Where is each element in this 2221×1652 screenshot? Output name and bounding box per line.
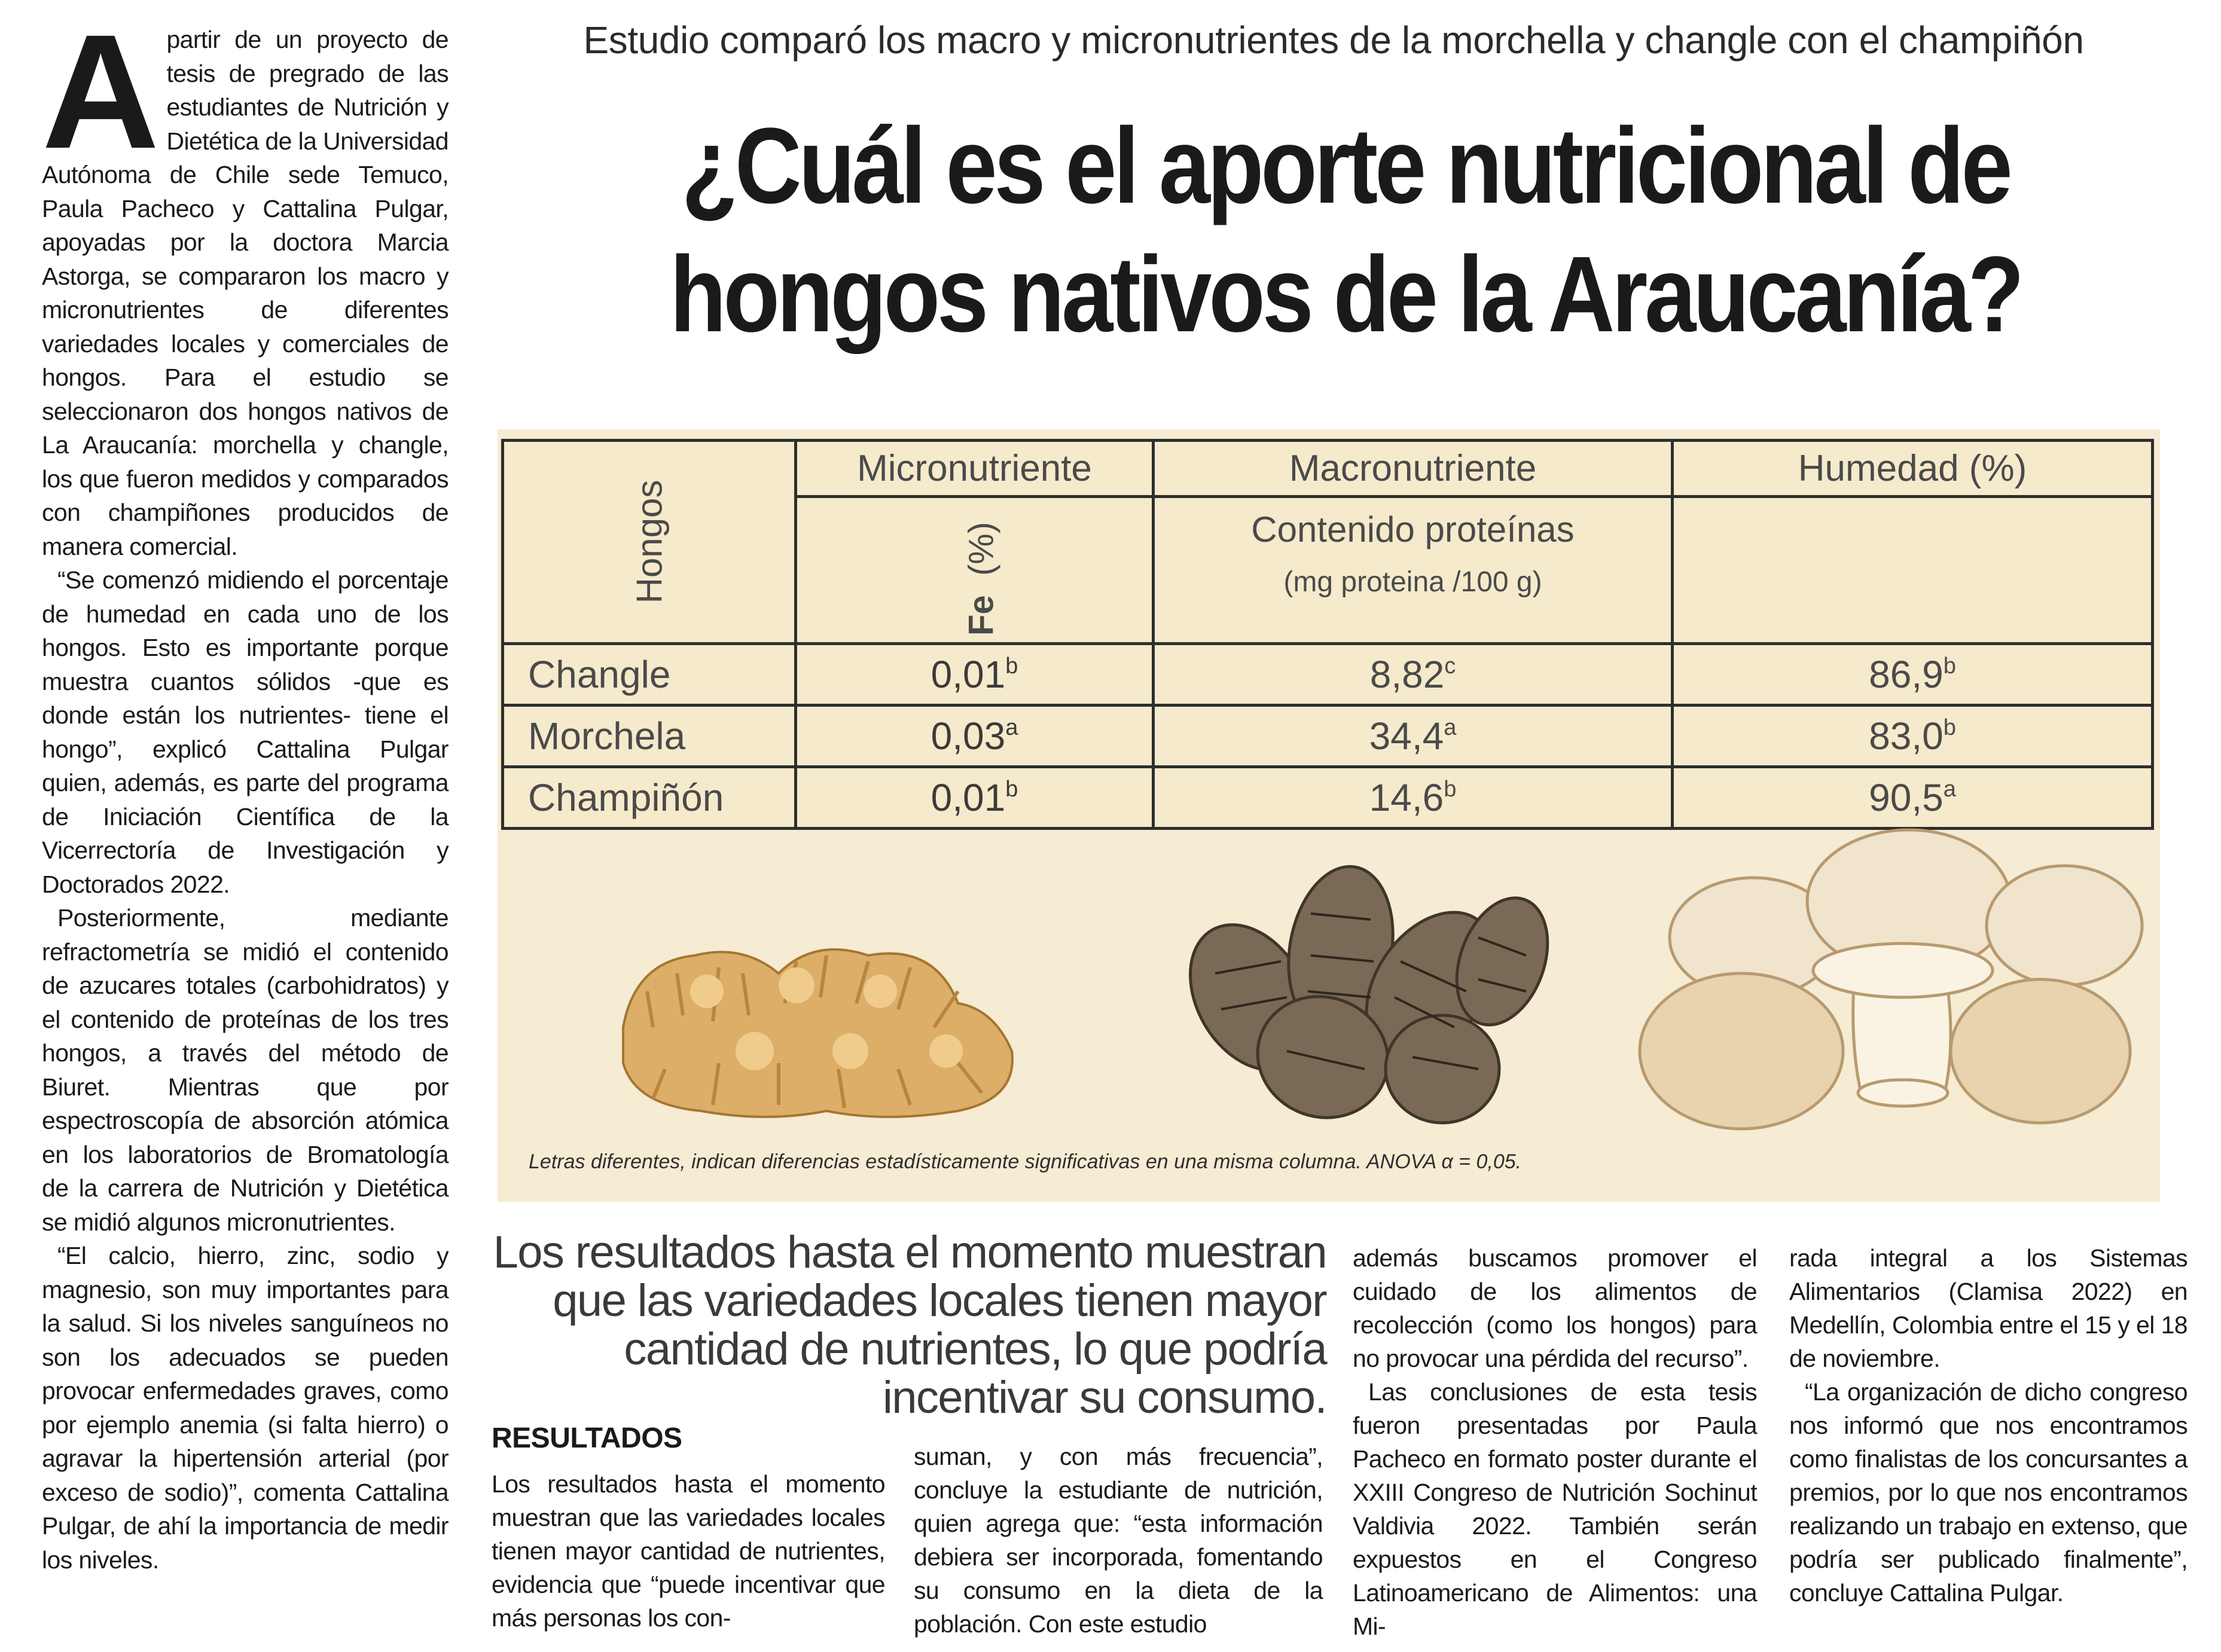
col4-paragraph-2: Las conclusiones de esta tesis fueron presentadas por Paula Pacheco en formato poster durante el XXIII Congreso de Nutrición Sochinut Valdivia 2022. También serán expuestos en el Congreso Latinoamericano de Alimentos: una Mi- (1353, 1378, 1757, 1640)
row-protein-value: 14,6 (1369, 775, 1444, 819)
row-protein-value: 8,82 (1369, 652, 1445, 696)
row-humidity-value: 83,0 (1869, 714, 1944, 758)
row-humidity (1673, 705, 2153, 767)
row-protein-value: 34,4 (1369, 714, 1444, 758)
left-paragraph-4: “El calcio, hierro, zinc, sodio y magnesio, son muy importantes para la salud. Si los niveles sanguíneos no son los adecuados se pueden provocar enfermedades graves, como por ejemplo anemia (si falta hierro) o agravar la hipertensión arterial (por exceso de sodio)”, comenta Cattalina Pulgar, de ahí la importancia de medir los niveles. (42, 1242, 449, 1574)
headline-line-1: ¿Cuál es el aporte nutricional de (681, 106, 2010, 226)
nutrition-table (501, 439, 2154, 830)
left-paragraph-3: Posteriormente, mediante refractometría se midió el contenido de azucares totales (carbohidratos) y el contenido de proteínas de los tres hongos, a través del método de Biuret. Mientras que por espectroscopía de absorción atómica en los laboratorios de Bromatología de la carrera de Nutrición y Dietética se midió algunos micronutrientes. (42, 904, 449, 1236)
changle-image (599, 872, 1042, 1135)
row-name: Changle (503, 643, 796, 705)
article-column-2 (492, 1467, 885, 1635)
col5-paragraph-2: “La organización de dicho congreso nos informó que nos encontramos como finalistas de los concursantes a premios, por lo que nos encontramos realizando un trabajo en extenso, que podría ser publicado finalmente”, concluye Cattalina Pulgar. (1789, 1378, 2188, 1607)
left-paragraph-2: “Se comenzó midiendo el porcentaje de humedad en cada uno de los hongos. Esto es importante porque muestra cuantos sólidos -que es donde están los nutrientes- tiene el hongo”, explicó Cattalina Pulgar quien, además, es parte del programa de Iniciación Científica de la Vicerrectoría de Investigación y Doctorados 2022. (42, 566, 449, 898)
fe-symbol: Fe (962, 595, 1001, 636)
row-fe-value: 0,01 (930, 652, 1006, 696)
row-protein (1154, 643, 1673, 705)
headline (651, 102, 2040, 359)
row-fe-value: 0,03 (930, 714, 1006, 758)
left-paragraph-1: partir de un proyecto de tesis de pregrado de las estudiantes de Nutrición y Dietética de la Universidad Autónoma de Chile sede Temuco, Paula Pacheco y Cattalina Pulgar, apoyadas por la doctora Marcia Astorga, se compararon los macro y micronutrientes de diferentes variedades locales y comerciales de hongos. Para el estudio se seleccionaron dos hongos nativos de La Araucanía: morchella y changle, los que fueron medidos y comparados con champiñones producidos de manera comercial. (42, 26, 449, 560)
drop-cap: A (42, 1, 156, 182)
col3-paragraph: suman, y con más frecuencia”, concluye la estudiante de nutrición, quien agrega que: “esta información debiera ser incorporada, fomentando su consumo en la dieta de la población. Con este estudio (914, 1443, 1323, 1638)
header-micronutriente: Micronutriente (796, 441, 1154, 497)
table-row (503, 705, 2153, 767)
row-humidity-sup: b (1943, 653, 1956, 679)
row-fe (796, 643, 1154, 705)
col2-paragraph: Los resultados hasta el momento muestran que las variedades locales tienen mayor cantidad de nutrientes, evidencia que “puede incentivar que más personas los con- (492, 1470, 885, 1632)
row-humidity-value: 86,9 (1869, 652, 1944, 696)
header-hongos (503, 441, 796, 644)
row-humidity-value: 90,5 (1869, 775, 1944, 819)
row-fe-value: 0,01 (930, 775, 1006, 819)
fe-label (962, 522, 1002, 636)
row-fe-sup: b (1005, 653, 1018, 679)
row-name: Morchela (503, 705, 796, 767)
protein-unit: (mg proteina /100 g) (1283, 566, 1542, 598)
row-fe-sup: a (1005, 714, 1018, 740)
figure-caption: Letras diferentes, indican diferencias estadísticamente significativas en una misma columna. ANOVA α = 0,05. (529, 1150, 1522, 1173)
nutrition-figure (498, 429, 2160, 1202)
row-humidity-sup: b (1943, 714, 1956, 740)
row-humidity-sup: a (1943, 776, 1956, 802)
row-humidity (1673, 643, 2153, 705)
article-column-5 (1789, 1241, 2188, 1610)
article-column-3 (914, 1440, 1323, 1641)
row-name: Champiñón (503, 767, 796, 828)
article-column-4 (1353, 1241, 1757, 1643)
col4-paragraph-1: además buscamos promover el cuidado de los alimentos de recolección (como los hongos) para no provocar una pérdida del recurso”. (1353, 1244, 1757, 1372)
fe-header-cell (796, 497, 1154, 643)
row-fe (796, 767, 1154, 828)
row-protein (1154, 705, 1673, 767)
humidity-subheader-cell (1673, 497, 2153, 643)
pull-quote: Los resultados hasta el momento muestran que las variedades locales tienen mayor cantidad de nutrientes, lo que podría incentivar su consumo. (493, 1227, 1326, 1423)
left-article-column (42, 1, 449, 1577)
protein-title: Contenido proteínas (1251, 509, 1575, 550)
morchella-image (1143, 842, 1574, 1141)
row-protein-sup: b (1444, 776, 1457, 802)
headline-line-2: hongos nativos de la Araucanía? (670, 234, 2021, 355)
fe-unit: (%) (962, 521, 1001, 576)
row-fe (796, 705, 1154, 767)
champinon-image (1634, 812, 2160, 1147)
section-heading: RESULTADOS (492, 1422, 682, 1454)
row-protein-sup: c (1444, 653, 1456, 679)
kicker: Estudio comparó los macro y micronutrientes de la morchella y changle con el champiñón (583, 19, 2084, 62)
header-macronutriente: Macronutriente (1154, 441, 1673, 497)
col5-paragraph-1: rada integral a los Sistemas Alimentarios (Clamisa 2022) en Medellín, Colombia entre el 15 y el 18 de noviembre. (1789, 1244, 2188, 1372)
table-row (503, 643, 2153, 705)
row-protein (1154, 767, 1673, 828)
row-protein-sup: a (1444, 714, 1457, 740)
header-hongos-label: Hongos (629, 480, 669, 604)
protein-header-cell (1154, 497, 1673, 643)
row-fe-sup: b (1005, 776, 1018, 802)
header-humedad: Humedad (%) (1673, 441, 2153, 497)
